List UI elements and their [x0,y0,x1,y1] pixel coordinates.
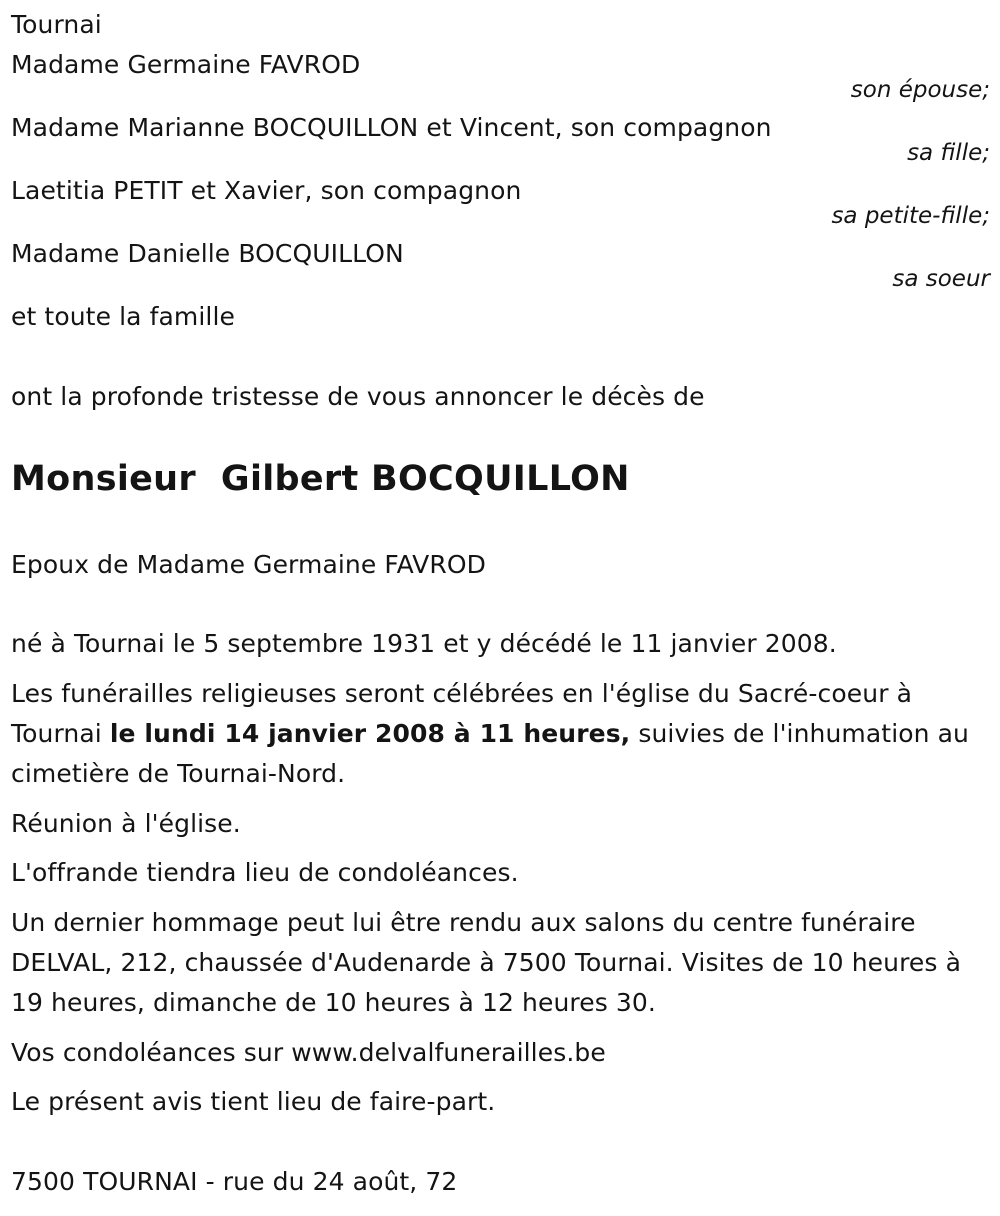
family-member-name: Laetitia PETIT et Xavier, son compagnon [11,176,522,205]
family-member-role: son épouse; [850,77,990,103]
family-member-name: Madame Danielle BOCQUILLON [11,239,404,268]
deceased-name-heading [11,457,630,501]
deceased-title: Monsieur [11,459,196,499]
offering-line: L'offrande tiendra lieu de condoléances. [11,858,519,887]
birth-death-line: né à Tournai le 5 septembre 1931 et y décédé le 11 janvier 2008. [11,629,837,658]
deceased-name: Gilbert BOCQUILLON [220,459,630,499]
family-member-role: sa fille; [907,140,990,166]
funeral-paragraph [11,674,996,794]
reunion-line: Réunion à l'église. [11,809,241,838]
condolences-website-line: Vos condoléances sur www.delvalfunerailles.be [11,1038,606,1067]
family-member-role: sa soeur [892,266,990,292]
family-closing: et toute la famille [11,302,236,331]
funeral-date-time: le lundi 14 janvier 2008 à 11 heures, [109,719,631,748]
header-city: Tournai [11,10,102,39]
announcement-text: ont la profonde tristesse de vous annoncer le décès de [11,382,705,411]
family-member-name: Madame Germaine FAVROD [11,50,361,79]
spouse-line: Epoux de Madame Germaine FAVROD [11,550,486,579]
funeral-text-start: Les funérailles religieuses seront célébrées en l'église du Sacré-coeur à Tournai [11,679,913,748]
address-line: 7500 TOURNAI - rue du 24 août, 72 [11,1167,458,1196]
family-member-name: Madame Marianne BOCQUILLON et Vincent, son compagnon [11,113,772,142]
homage-paragraph: Un dernier hommage peut lui être rendu aux salons du centre funéraire DELVAL, 212, chaussée d'Audenarde à 7500 Tournai. Visites de 10 heures à 19 heures, dimanche de 10 heures à 12 heures 30. [11,908,962,1017]
family-member-role: sa petite-fille; [831,203,990,229]
notice-line: Le présent avis tient lieu de faire-part. [11,1087,496,1116]
funeral-text-end: suivies de l'inhumation au cimetière de Tournai-Nord. [11,719,970,788]
